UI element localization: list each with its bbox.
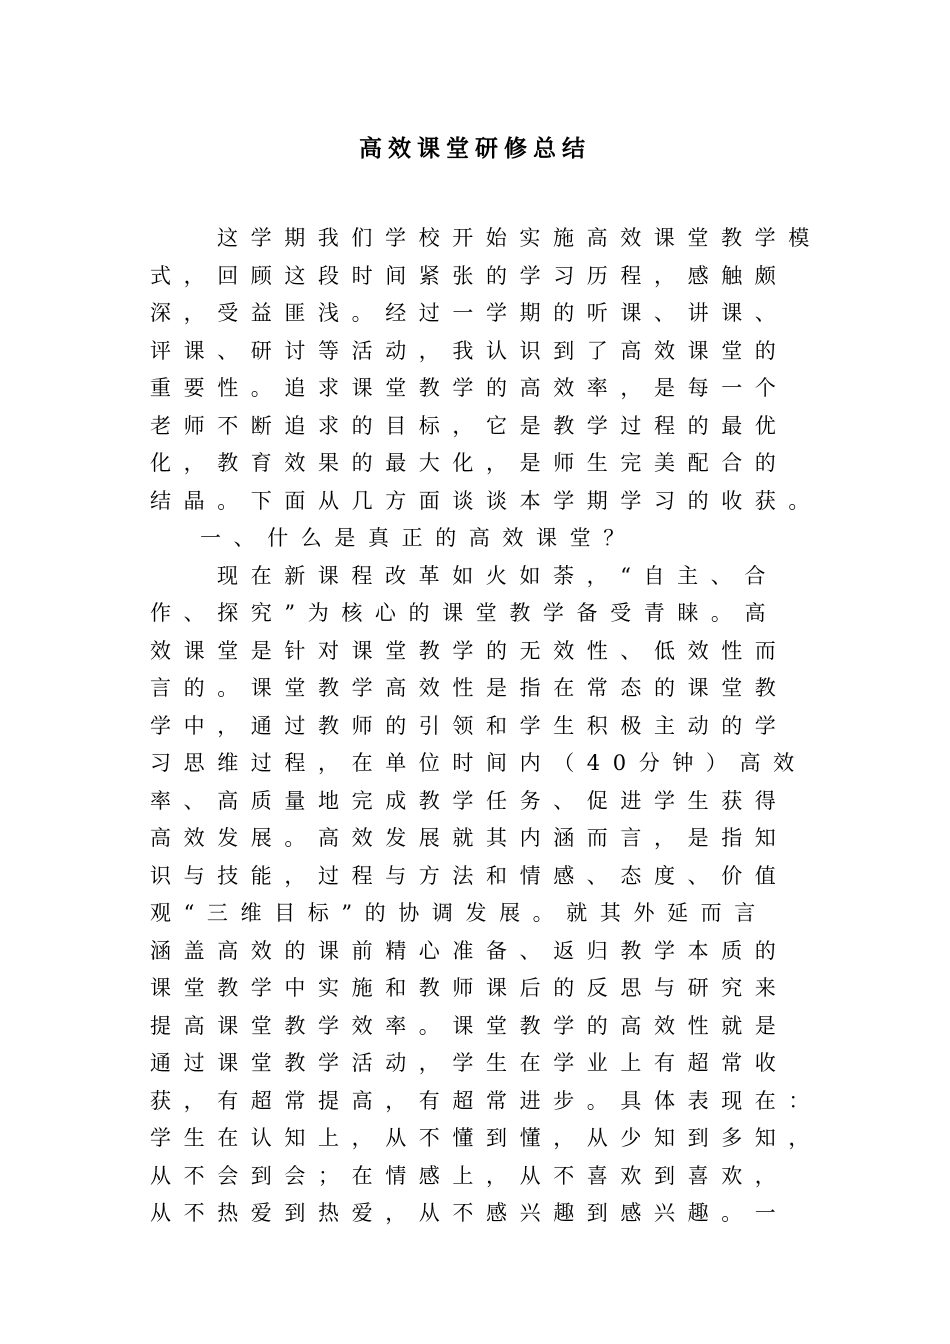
text-line: 这学期我们学校开始实施高效课堂教学模 xyxy=(217,226,822,250)
text-line: 获，有超常提高，有超常进步。具体表现在： xyxy=(150,1088,822,1113)
text-line: 率、高质量地完成教学任务、促进学生获得 xyxy=(150,788,789,813)
text-line: 通过课堂教学活动，学生在学业上有超常收 xyxy=(150,1051,789,1075)
text-line: 老师不断追求的目标，它是教学过程的最优 xyxy=(150,413,789,438)
text-line: 重要性。追求课堂教学的高效率，是每一个 xyxy=(150,376,789,400)
text-line: 言的。课堂教学高效性是指在常态的课堂教 xyxy=(150,676,789,700)
text-line: 深，受益匪浅。经过一学期的听课、讲课、 xyxy=(150,301,789,325)
text-line: 高效发展。高效发展就其内涵而言，是指知 xyxy=(150,826,789,850)
text-line: 评课、研讨等活动，我认识到了高效课堂的 xyxy=(150,338,789,363)
text-line: 作、探究”为核心的课堂教学备受青睐。高 xyxy=(150,601,779,625)
text-line: 效课堂是针对课堂教学的无效性、低效性而 xyxy=(150,638,789,663)
document-title: 高效课堂研修总结 xyxy=(359,136,591,162)
text-line: 化，教育效果的最大化，是师生完美配合的 xyxy=(150,451,789,475)
text-line: 结晶。下面从几方面谈谈本学期学习的收获。 xyxy=(150,488,822,513)
text-line: 式，回顾这段时间紧张的学习历程，感触颇 xyxy=(150,263,789,288)
text-line: 识与技能，过程与方法和情感、态度、价值 xyxy=(150,863,789,888)
text-line: 学中，通过教师的引领和学生积极主动的学 xyxy=(150,713,789,738)
text-line: 习思维过程，在单位时间内（40分钟）高效 xyxy=(150,751,807,775)
text-line: 现在新课程改革如火如荼，“自主、合 xyxy=(217,563,778,588)
text-line: 观“三维目标”的协调发展。就其外延而言 xyxy=(150,901,768,925)
text-line: 从不热爱到热爱，从不感兴趣到感兴趣。一 xyxy=(150,1201,789,1225)
text-line: 学生在认知上，从不懂到懂，从少知到多知， xyxy=(150,1126,822,1150)
document-body xyxy=(150,220,830,1233)
text-line: 课堂教学中实施和教师课后的反思与研究来 xyxy=(150,976,789,1000)
text-line: 从不会到会；在情感上，从不喜欢到喜欢， xyxy=(150,1163,789,1188)
text-line: 涵盖高效的课前精心准备、返归教学本质的 xyxy=(150,938,789,963)
section-heading: 一、什么是真正的高效课堂？ xyxy=(200,526,637,550)
text-line: 提高课堂教学效率。课堂教学的高效性就是 xyxy=(150,1013,789,1038)
